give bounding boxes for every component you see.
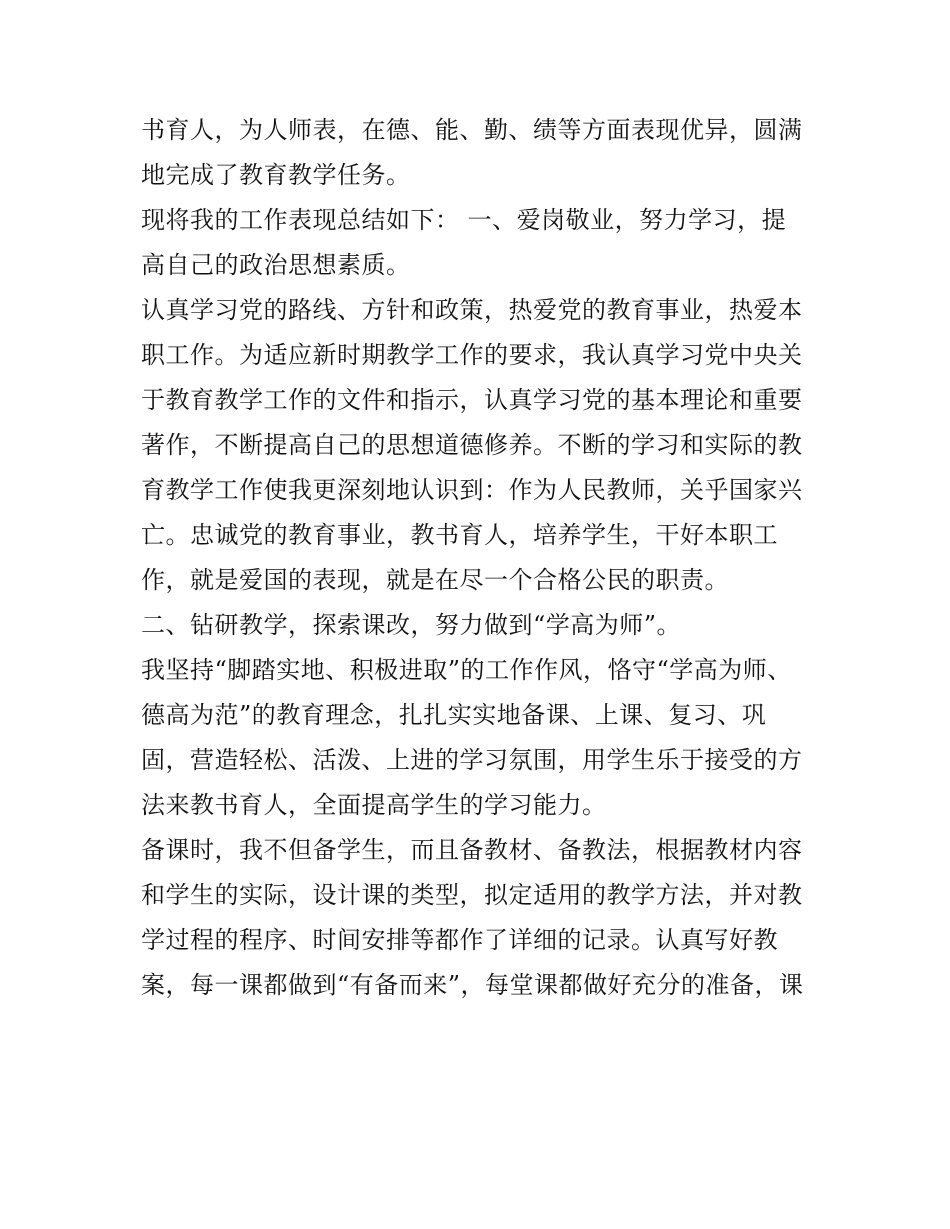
text-line: 和学生的实际，设计课的类型，拟定适用的教学方法，并对教 bbox=[141, 881, 803, 909]
text-line: 法来教书育人，全面提高学生的学习能力。 bbox=[141, 791, 607, 819]
text-line: 书育人，为人师表，在德、能、勤、绩等方面表现优异，圆满 bbox=[141, 116, 803, 144]
section-heading: 二、钻研教学，探索课改，努力做到“学高为师”。 bbox=[141, 611, 682, 639]
text-line: 亡。忠诚党的教育事业，教书育人，培养学生，干好本职工 bbox=[141, 521, 778, 549]
text-line: 著作，不断提高自己的思想道德修养。不断的学习和实际的教 bbox=[141, 431, 803, 459]
text-line: 育教学工作使我更深刻地认识到：作为人民教师，关乎国家兴 bbox=[141, 476, 803, 504]
body-text bbox=[141, 108, 831, 1008]
text-line: 地完成了教育教学任务。 bbox=[141, 161, 411, 189]
text-line: 我坚持“脚踏实地、积极进取”的工作作风，恪守“学高为师、 bbox=[141, 656, 792, 684]
text-line: 高自己的政治思想素质。 bbox=[141, 251, 411, 279]
text-line: 备课时，我不但备学生，而且备教材、备教法，根据教材内容 bbox=[141, 836, 803, 864]
text-line: 职工作。为适应新时期教学工作的要求，我认真学习党中央关 bbox=[141, 341, 803, 369]
text-line: 德高为范”的教育理念，扎扎实实地备课、上课、复习、巩 bbox=[141, 701, 767, 729]
text-line: 学过程的程序、时间安排等都作了详细的记录。认真写好教 bbox=[141, 926, 778, 954]
text-line: 认真学习党的路线、方针和政策，热爱党的教育事业，热爱本 bbox=[141, 296, 803, 324]
text-line: 作，就是爱国的表现，就是在尽一个合格公民的职责。 bbox=[141, 566, 729, 594]
text-line: 固，营造轻松、活泼、上进的学习氛围，用学生乐于接受的方 bbox=[141, 746, 803, 774]
text-line: 现将我的工作表现总结如下： 一、爱岗敬业，努力学习，提 bbox=[141, 206, 787, 234]
text-line: 于教育教学工作的文件和指示，认真学习党的基本理论和重要 bbox=[141, 386, 803, 414]
text-line: 案，每一课都做到“有备而来”，每堂课都做好充分的准备，课 bbox=[141, 971, 804, 999]
